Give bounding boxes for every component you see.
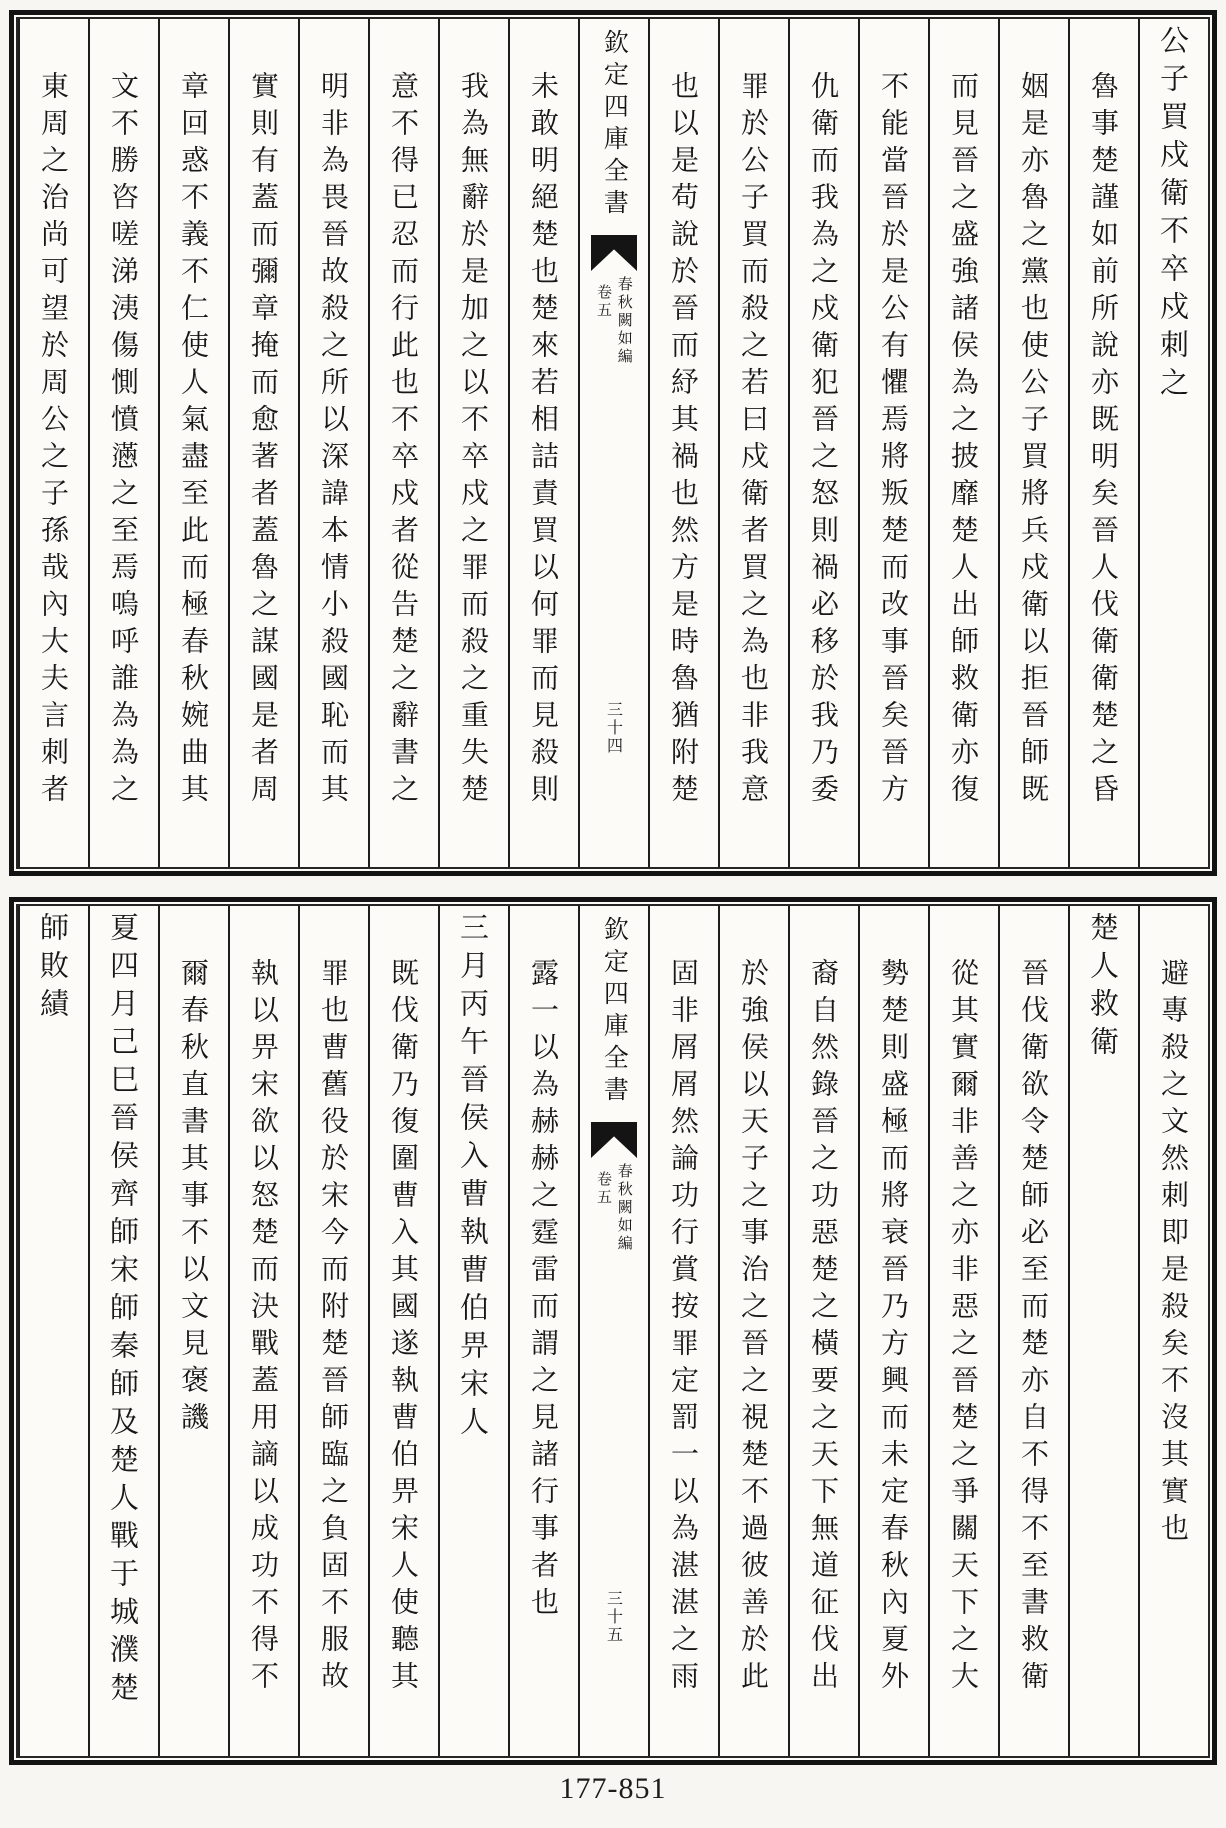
note-column: 我為無辭於是加之以不卒戍之罪而殺之重失楚 — [438, 19, 508, 867]
note-column: 實則有蓋而彌章掩而愈著者蓋魯之謀國是者周 — [228, 19, 298, 867]
note-column: 東周之治尚可望於周公之子孫哉內大夫言刺者 — [18, 19, 88, 867]
entry-column: 夏四月己巳晉侯齊師宋師秦師及楚人戰于城濮楚 — [88, 906, 158, 1756]
note-column: 露一以為赫赫之霆雷而謂之見諸行事者也 — [508, 906, 578, 1756]
fishtail-mark-icon — [591, 235, 637, 271]
note-column: 執以畀宋欲以怒楚而決戰蓋用謫以成功不得不 — [228, 906, 298, 1756]
note-column: 避專殺之文然刺即是殺矣不沒其實也 — [1138, 906, 1208, 1756]
note-column: 裔自然錄晉之功惡楚之橫要之天下無道征伐出 — [788, 906, 858, 1756]
series-title: 欽定四庫全書 — [600, 916, 630, 1108]
folio-page-34 — [9, 10, 1217, 876]
note-column: 罪於公子買而殺之若曰戍衛者買之為也非我意 — [718, 19, 788, 867]
note-column: 文不勝咨嗟涕洟傷惻憤懣之至焉嗚呼誰為為之 — [88, 19, 158, 867]
folio-page-35 — [9, 897, 1217, 1765]
note-column: 姻是亦魯之黨也使公子買將兵戍衛以拒晉師既 — [998, 19, 1068, 867]
note-column: 而見晉之盛強諸侯為之披靡楚人出師救衛亦復 — [928, 19, 998, 867]
note-column: 既伐衛乃復圍曹入其國遂執曹伯畀宋人使聽其 — [368, 906, 438, 1756]
note-column: 明非為畏晉故殺之所以深諱本情小殺國恥而其 — [298, 19, 368, 867]
folio-35-columns — [18, 906, 1208, 1756]
series-title: 欽定四庫全書 — [600, 29, 630, 221]
work-title: 春秋闕如編 — [615, 1163, 634, 1253]
note-column: 固非屑屑然論功行賞按罪定罰一以為湛湛之雨 — [648, 906, 718, 1756]
note-column: 晉伐衛欲令楚師必至而楚亦自不得不至書救衛 — [998, 906, 1068, 1756]
note-column: 於強侯以天子之事治之晉之視楚不過彼善於此 — [718, 906, 788, 1756]
note-column: 從其實爾非善之亦非惡之晉楚之爭關天下之大 — [928, 906, 998, 1756]
work-title: 春秋闕如編 — [615, 276, 634, 366]
entry-column: 楚人救衛 — [1068, 906, 1138, 1756]
center-column — [578, 19, 648, 867]
note-column: 未敢明絕楚也楚來若相詰責買以何罪而見殺則 — [508, 19, 578, 867]
note-column: 魯事楚謹如前所說亦既明矣晉人伐衛衛楚之昏 — [1068, 19, 1138, 867]
title-volume-group — [594, 1163, 634, 1253]
volume-number: 卷五 — [595, 1171, 613, 1207]
folio-34-columns — [18, 19, 1208, 867]
fishtail-mark-icon — [591, 1122, 637, 1158]
entry-column: 師敗績 — [18, 906, 88, 1756]
note-column: 仇衛而我為之戍衛犯晉之怒則禍必移於我乃委 — [788, 19, 858, 867]
entry-column: 三月丙午晉侯入曹執曹伯畀宋人 — [438, 906, 508, 1756]
note-column: 章回惑不義不仁使人氣盡至此而極春秋婉曲其 — [158, 19, 228, 867]
center-column — [578, 906, 648, 1756]
archive-page-number: 177-851 — [559, 1772, 667, 1805]
note-column: 也以是苟說於晉而紓其禍也然方是時魯猶附楚 — [648, 19, 718, 867]
note-column: 不能當晉於是公有懼焉將叛楚而改事晉矣晉方 — [858, 19, 928, 867]
folio-number: 三十四 — [604, 701, 624, 755]
title-volume-group — [594, 276, 634, 366]
note-column: 勢楚則盛極而將衰晉乃方興而未定春秋內夏外 — [858, 906, 928, 1756]
note-column: 意不得已忍而行此也不卒戍者從告楚之辭書之 — [368, 19, 438, 867]
folio-number: 三十五 — [604, 1590, 624, 1644]
note-column: 罪也曹舊役於宋今而附楚晉師臨之負固不服故 — [298, 906, 368, 1756]
note-column: 爾春秋直書其事不以文見褒譏 — [158, 906, 228, 1756]
volume-number: 卷五 — [595, 284, 613, 320]
entry-column: 公子買戍衛不卒戍刺之 — [1138, 19, 1208, 867]
